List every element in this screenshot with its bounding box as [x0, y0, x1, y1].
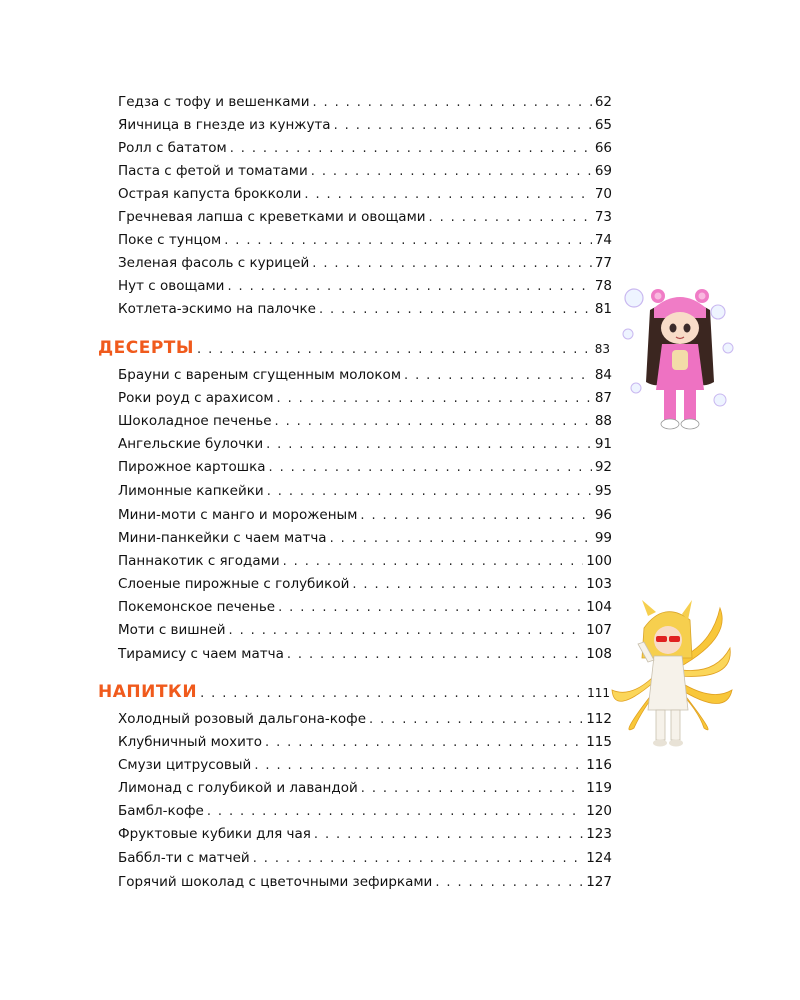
toc-entry[interactable]	[118, 137, 612, 159]
toc-entry[interactable]	[118, 504, 612, 526]
dot-leader	[197, 339, 592, 361]
toc-entry-title: Котлета-эскимо на палочке	[118, 301, 316, 317]
dot-leader	[275, 411, 592, 433]
bubble-icon	[723, 343, 733, 353]
toc-entry-title: Паста с фетой и томатами	[118, 163, 308, 179]
toc-entry-title: Мини-панкейки с чаем матча	[118, 530, 327, 546]
dot-leader	[330, 528, 592, 550]
dot-leader	[352, 574, 583, 596]
toc-entry-page: 77	[594, 255, 612, 271]
dot-leader	[304, 184, 591, 206]
toc-entry[interactable]	[118, 823, 612, 845]
toc-entry-page: 91	[594, 436, 612, 452]
toc-entry-title: Поке с тунцом	[118, 232, 222, 248]
toc-entry-title: Лимонные капкейки	[118, 483, 264, 499]
toc-entry[interactable]	[118, 800, 612, 822]
toc-entry-page: 120	[586, 803, 612, 819]
toc-entry[interactable]	[118, 527, 612, 549]
dot-leader	[224, 230, 592, 252]
section-title: ДЕСЕРТЫ	[98, 338, 195, 358]
dot-leader	[278, 597, 583, 619]
dot-leader	[207, 801, 583, 823]
toc-entry-title: Пирожное картошка	[118, 459, 266, 475]
section-drinks[interactable]	[98, 681, 610, 703]
section-page: 83	[594, 342, 610, 356]
bubble-icon	[625, 289, 643, 307]
toc-entry[interactable]	[118, 91, 612, 113]
toc-entry-title: Нут с овощами	[118, 278, 225, 294]
toc-entry[interactable]	[118, 387, 612, 409]
toc-entry[interactable]	[118, 114, 612, 136]
dot-leader	[200, 683, 584, 705]
toc-entry-title: Моти с вишней	[118, 622, 226, 638]
toc-entry-page: 127	[586, 874, 612, 890]
section-title: НАПИТКИ	[98, 682, 198, 702]
toc-entry-page: 124	[586, 850, 612, 866]
toc-entry[interactable]	[118, 456, 612, 478]
dot-leader	[253, 848, 584, 870]
girl-in-pink-pajamas-illustration	[620, 272, 740, 438]
dot-leader	[230, 138, 592, 160]
toc-entry-title: Лимонад с голубикой и лавандой	[118, 780, 358, 796]
bubble-icon	[623, 329, 633, 339]
toc-entry-title: Роки роуд с арахисом	[118, 390, 274, 406]
toc-entry-page: 78	[594, 278, 612, 294]
toc-entry-page: 62	[594, 94, 612, 110]
dot-leader	[312, 92, 591, 114]
toc-entry-title: Покемонское печенье	[118, 599, 276, 615]
toc-entry-title: Горячий шоколад с цветочными зефирками	[118, 874, 433, 890]
toc-entry-page: 123	[586, 826, 612, 842]
toc-entry-title: Гречневая лапша с креветками и овощами	[118, 209, 426, 225]
toc-entry-page: 87	[594, 390, 612, 406]
toc-entry-title: Клубничный мохито	[118, 734, 262, 750]
toc-entry-page: 108	[586, 646, 612, 662]
dot-leader	[266, 434, 592, 456]
dot-leader	[265, 732, 583, 754]
toc-entry-page: 119	[586, 780, 612, 796]
dot-leader	[404, 365, 592, 387]
toc-entry[interactable]	[118, 708, 612, 730]
toc-entry-title: Ангельские булочки	[118, 436, 264, 452]
bubble-icon	[711, 305, 725, 319]
dot-leader	[429, 207, 592, 229]
bubble-icon	[631, 383, 641, 393]
toc-entry-page: 69	[594, 163, 612, 179]
toc-entry-title: Мини-моти с манго и мороженым	[118, 507, 358, 523]
toc-entry[interactable]	[118, 596, 612, 618]
dot-leader	[314, 824, 583, 846]
toc-entry-page: 92	[594, 459, 612, 475]
toc-entry-page: 88	[594, 413, 612, 429]
dot-leader	[334, 115, 592, 137]
toc-entry[interactable]	[118, 410, 612, 432]
toc-entry-title: Зеленая фасоль с курицей	[118, 255, 310, 271]
toc-entry[interactable]	[118, 619, 612, 641]
dot-leader	[319, 299, 592, 321]
toc-entry-title: Шоколадное печенье	[118, 413, 272, 429]
toc-entry-page: 65	[594, 117, 612, 133]
toc-entry-page: 96	[594, 507, 612, 523]
toc-entry[interactable]	[118, 433, 612, 455]
dot-leader	[229, 620, 584, 642]
toc-entry-title: Смузи цитрусовый	[118, 757, 252, 773]
toc-entry[interactable]	[118, 252, 612, 274]
toc-entry[interactable]	[118, 871, 612, 893]
toc-entry[interactable]	[118, 160, 612, 182]
toc-entry-title: Бамбл-кофе	[118, 803, 204, 819]
dot-leader	[287, 644, 583, 666]
dot-leader	[435, 872, 583, 894]
dot-leader	[361, 778, 583, 800]
dot-leader	[360, 505, 591, 527]
toc-entry-page: 100	[586, 553, 612, 569]
toc-entry[interactable]	[118, 731, 612, 753]
toc-entry-page: 84	[594, 367, 612, 383]
toc-entry[interactable]	[118, 183, 612, 205]
toc-entry[interactable]	[118, 643, 612, 665]
toc-entry[interactable]	[118, 275, 612, 297]
toc-entry-page: 112	[586, 711, 612, 727]
dot-leader	[283, 551, 584, 573]
toc-entry-page: 104	[586, 599, 612, 615]
toc-entry-page: 99	[594, 530, 612, 546]
toc-entry-page: 95	[594, 483, 612, 499]
toc-entry-title: Гедза с тофу и вешенками	[118, 94, 310, 110]
dot-leader	[312, 253, 592, 275]
toc-entry-title: Паннакотик с ягодами	[118, 553, 280, 569]
dot-leader	[254, 755, 583, 777]
toc-entry[interactable]	[118, 777, 612, 799]
toc-entry-page: 103	[586, 576, 612, 592]
dot-leader	[227, 276, 591, 298]
section-desserts[interactable]	[98, 337, 610, 359]
toc-entry-page: 81	[594, 301, 612, 317]
bubble-icon	[714, 394, 726, 406]
toc-entry-title: Ролл с бататом	[118, 140, 227, 156]
toc-entry[interactable]	[118, 573, 612, 595]
toc-entry[interactable]	[118, 206, 612, 228]
toc-entry-title: Яичница в гнезде из кунжута	[118, 117, 331, 133]
dot-leader	[269, 457, 592, 479]
fox-character-illustration	[608, 598, 736, 748]
toc-entry-title: Тирамису с чаем матча	[118, 646, 284, 662]
toc-entry[interactable]	[118, 847, 612, 869]
dot-leader	[277, 388, 592, 410]
toc-entry[interactable]	[118, 550, 612, 572]
toc-entry[interactable]	[118, 480, 612, 502]
toc-entry-page: 66	[594, 140, 612, 156]
dot-leader	[311, 161, 592, 183]
toc-entry[interactable]	[118, 364, 612, 386]
toc-entry-page: 73	[594, 209, 612, 225]
toc-entry-title: Слоеные пирожные с голубикой	[118, 576, 350, 592]
dot-leader	[369, 709, 583, 731]
toc-entry[interactable]	[118, 754, 612, 776]
toc-entry-title: Острая капуста брокколи	[118, 186, 302, 202]
toc-entry-title: Брауни с вареным сгущенным молоком	[118, 367, 402, 383]
toc-entry[interactable]	[118, 229, 612, 251]
toc-entry-page: 70	[594, 186, 612, 202]
dot-leader	[267, 481, 592, 503]
toc-entry-title: Холодный розовый дальгона-кофе	[118, 711, 367, 727]
toc-entry-page: 107	[586, 622, 612, 638]
section-page: 111	[587, 686, 610, 700]
toc-entry-page: 74	[594, 232, 612, 248]
toc-entry-page: 115	[586, 734, 612, 750]
toc-entry-title: Фруктовые кубики для чая	[118, 826, 311, 842]
toc-entry[interactable]	[118, 298, 612, 320]
toc-entry-page: 116	[586, 757, 612, 773]
toc-entry-title: Баббл-ти с матчей	[118, 850, 250, 866]
